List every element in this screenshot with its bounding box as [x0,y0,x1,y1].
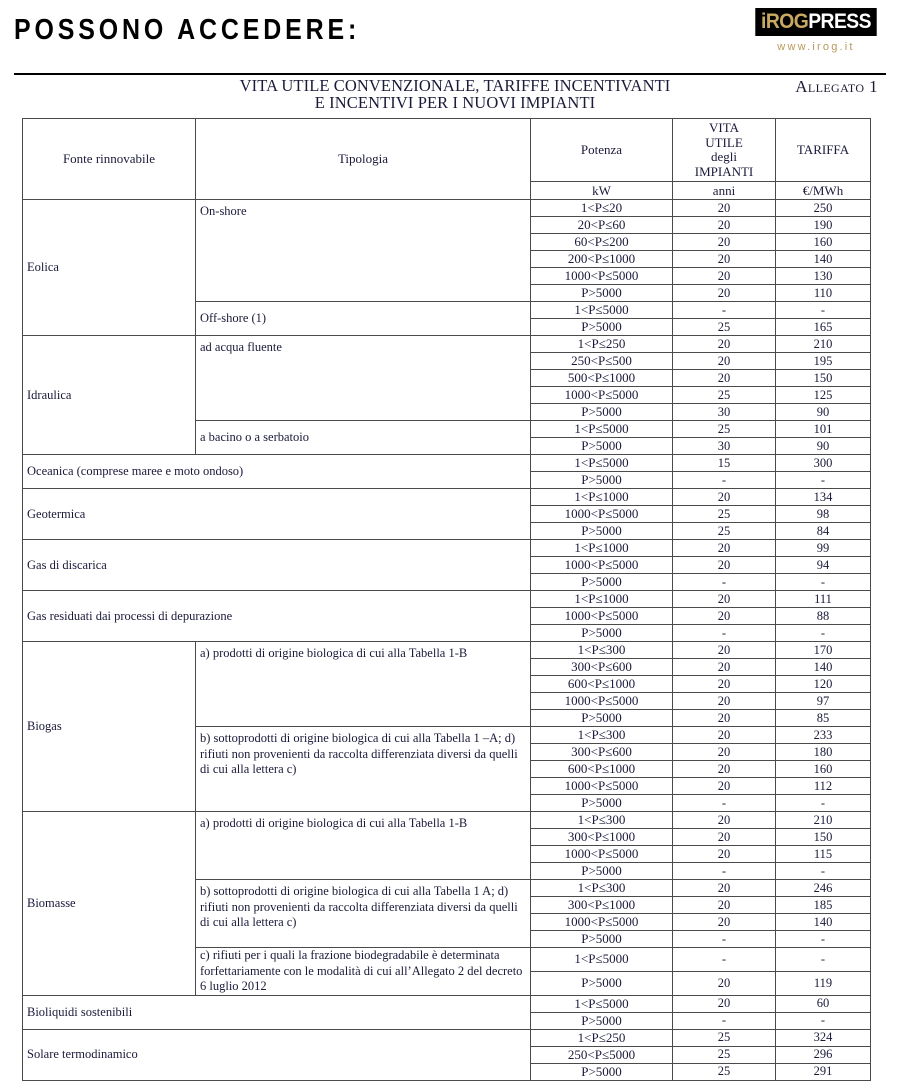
header-vita-line-2: UTILE [705,134,743,150]
cell-tariff: 134 [776,489,871,506]
header-tipologia: Tipologia [196,119,531,200]
tariff-table [22,118,871,1081]
cell-tariff: 246 [776,880,871,897]
cell-tariff: 60 [776,995,871,1012]
allegato-label: Allegato 1 [795,77,878,96]
cell-life: 20 [673,608,776,625]
table-row [23,642,871,659]
cell-power: 1000<P≤5000 [531,506,673,523]
cell-power: 1<P≤300 [531,642,673,659]
tariff-table-container [22,118,870,1081]
cell-tariff: 115 [776,846,871,863]
cell-tariff: 210 [776,812,871,829]
cell-life: 20 [673,971,776,995]
cell-power: 1<P≤1000 [531,591,673,608]
page-banner [0,0,900,73]
document-title [0,77,900,111]
cell-power: 300<P≤1000 [531,829,673,846]
cell-tariff: 160 [776,234,871,251]
cell-power: P>5000 [531,1063,673,1080]
cell-tariff: 300 [776,455,871,472]
cell-power: 1<P≤250 [531,336,673,353]
cell-tariff: 170 [776,642,871,659]
unit-anni: anni [673,182,776,200]
cell-tariff: 291 [776,1063,871,1080]
header-vita-line-1: VITA [708,120,739,135]
cell-power: 1000<P≤5000 [531,693,673,710]
cell-tariff: 88 [776,608,871,625]
cell-life: 15 [673,455,776,472]
cell-tariff: - [776,931,871,948]
cell-life: - [673,1012,776,1029]
cell-power: 600<P≤1000 [531,676,673,693]
cell-fonte-rinnovabile: Biomasse [23,812,196,996]
cell-tariff: 150 [776,370,871,387]
cell-life: 20 [673,268,776,285]
cell-tariff: 125 [776,387,871,404]
cell-power: 1<P≤5000 [531,455,673,472]
cell-tariff: 97 [776,693,871,710]
cell-tipologia: ad acqua fluente [196,336,531,421]
cell-tariff: 233 [776,727,871,744]
cell-power: P>5000 [531,438,673,455]
cell-tipologia: a) prodotti di origine biologica di cui alla Tabella 1-B [196,642,531,727]
cell-power: 1000<P≤5000 [531,557,673,574]
cell-life: 20 [673,336,776,353]
cell-power: 300<P≤600 [531,659,673,676]
cell-life: 20 [673,727,776,744]
cell-life: - [673,863,776,880]
cell-tariff: 85 [776,710,871,727]
cell-power: 500<P≤1000 [531,370,673,387]
cell-tariff: - [776,1012,871,1029]
cell-tariff: 140 [776,659,871,676]
cell-power: P>5000 [531,625,673,642]
cell-tipologia: a bacino o a serbatoio [196,421,531,455]
cell-life: 20 [673,370,776,387]
cell-tipologia: On-shore [196,200,531,302]
cell-tariff: 111 [776,591,871,608]
cell-life: 20 [673,880,776,897]
cell-life: - [673,795,776,812]
unit-kw: kW [531,182,673,200]
cell-life: - [673,948,776,972]
cell-life: 20 [673,744,776,761]
cell-life: 20 [673,591,776,608]
cell-tariff: - [776,625,871,642]
header-fonte-rinnovabile: Fonte rinnovabile [23,119,196,200]
table-row [23,1029,871,1046]
cell-life: 20 [673,353,776,370]
cell-tariff: 101 [776,421,871,438]
unit-eur-mwh: €/MWh [776,182,871,200]
cell-tariff: 140 [776,914,871,931]
cell-life: 20 [673,995,776,1012]
table-row [23,812,871,829]
cell-life: 20 [673,812,776,829]
logo-website-url: www.irog.it [777,41,855,53]
cell-tipologia: c) rifiuti per i quali la frazione biodegradabile è determinata forfettariamente con le modalità di cui all’Allegato 2 del decreto 6 luglio 2012 [196,948,531,996]
table-head [23,119,871,200]
cell-power: 1000<P≤5000 [531,608,673,625]
cell-life: 20 [673,778,776,795]
cell-fonte-rinnovabile: Eolica [23,200,196,336]
table-body [23,200,871,1081]
cell-tariff: 119 [776,971,871,995]
cell-life: - [673,472,776,489]
cell-power: 300<P≤600 [531,744,673,761]
cell-life: 25 [673,506,776,523]
cell-tariff: 130 [776,268,871,285]
cell-power: 600<P≤1000 [531,761,673,778]
cell-power: P>5000 [531,523,673,540]
cell-power: 1<P≤300 [531,880,673,897]
cell-tipologia: b) sottoprodotti di origine biologica di cui alla Tabella 1 –A; d) rifiuti non provenienti da raccolta differenziata diversi da quelli di cui alla lettera c) [196,727,531,812]
cell-life: 20 [673,540,776,557]
cell-tariff: 90 [776,438,871,455]
cell-tariff: 110 [776,285,871,302]
cell-tariff: 150 [776,829,871,846]
cell-life: 20 [673,761,776,778]
cell-power: P>5000 [531,1012,673,1029]
table-row [23,200,871,217]
cell-power: 250<P≤500 [531,353,673,370]
cell-tipologia: b) sottoprodotti di origine biologica di cui alla Tabella 1 A; d) rifiuti non provenienti da raccolta differenziata diversi da quelli di cui alla lettera c) [196,880,531,948]
logo-press-text: PRESS [808,10,871,33]
cell-power: P>5000 [531,795,673,812]
cell-tariff: 210 [776,336,871,353]
cell-life: 25 [673,523,776,540]
cell-fonte-rinnovabile: Biogas [23,642,196,812]
document-title-line-2: E INCENTIVI PER I NUOVI IMPIANTI [314,93,596,112]
cell-tariff: - [776,863,871,880]
cell-power: 1000<P≤5000 [531,778,673,795]
cell-life: 20 [673,557,776,574]
cell-tariff: 250 [776,200,871,217]
cell-power: 1000<P≤5000 [531,914,673,931]
cell-tipologia: Off-shore (1) [196,302,531,336]
cell-life: 20 [673,251,776,268]
logo-irog-text: iROG [761,10,809,33]
cell-power: 300<P≤1000 [531,897,673,914]
cell-power: P>5000 [531,971,673,995]
cell-power: P>5000 [531,404,673,421]
cell-fonte-rinnovabile: Idraulica [23,336,196,455]
cell-tariff: 165 [776,319,871,336]
cell-tariff: - [776,574,871,591]
header-divider [14,73,886,75]
cell-tariff: 120 [776,676,871,693]
table-row [23,455,871,472]
cell-tariff: - [776,302,871,319]
cell-tariff: 84 [776,523,871,540]
cell-life: 25 [673,1029,776,1046]
cell-life: 20 [673,846,776,863]
cell-fonte-rinnovabile: Geotermica [23,489,531,540]
cell-life: - [673,625,776,642]
cell-power: P>5000 [531,710,673,727]
cell-life: 25 [673,319,776,336]
cell-life: 20 [673,659,776,676]
cell-power: 1<P≤250 [531,1029,673,1046]
cell-power: 1<P≤5000 [531,421,673,438]
cell-tariff: 140 [776,251,871,268]
header-vita-line-4: IMPIANTI [694,163,754,179]
cell-life: 20 [673,710,776,727]
cell-power: 1000<P≤5000 [531,268,673,285]
irogpress-logo[interactable] [750,8,882,53]
header-tariffa: TARIFFA [776,119,871,182]
cell-power: P>5000 [531,285,673,302]
cell-power: P>5000 [531,319,673,336]
cell-tariff: 185 [776,897,871,914]
cell-tariff: - [776,795,871,812]
cell-life: - [673,302,776,319]
cell-tariff: 112 [776,778,871,795]
cell-life: - [673,574,776,591]
cell-life: 25 [673,421,776,438]
cell-power: P>5000 [531,863,673,880]
cell-tipologia: a) prodotti di origine biologica di cui alla Tabella 1-B [196,812,531,880]
cell-tariff: 296 [776,1046,871,1063]
cell-life: 20 [673,234,776,251]
table-row [23,995,871,1012]
cell-power: 1<P≤5000 [531,948,673,972]
cell-power: 1000<P≤5000 [531,387,673,404]
table-row [23,540,871,557]
cell-life: 25 [673,1046,776,1063]
cell-tariff: - [776,472,871,489]
cell-tariff: 98 [776,506,871,523]
cell-fonte-rinnovabile: Bioliquidi sostenibili [23,995,531,1029]
cell-life: 30 [673,438,776,455]
cell-life: 20 [673,897,776,914]
cell-power: 60<P≤200 [531,234,673,251]
cell-tariff: 180 [776,744,871,761]
cell-life: 30 [673,404,776,421]
cell-life: 20 [673,642,776,659]
cell-power: 1<P≤5000 [531,302,673,319]
cell-power: 1<P≤300 [531,727,673,744]
cell-power: P>5000 [531,472,673,489]
cell-fonte-rinnovabile: Gas di discarica [23,540,531,591]
cell-life: 20 [673,914,776,931]
cell-tariff: 94 [776,557,871,574]
cell-life: 20 [673,285,776,302]
table-row [23,489,871,506]
cell-fonte-rinnovabile: Oceanica (comprese maree e moto ondoso) [23,455,531,489]
page-title: POSSONO ACCEDERE: [14,14,361,46]
document-header [0,77,900,119]
cell-life: 20 [673,829,776,846]
cell-power: 1<P≤1000 [531,540,673,557]
cell-fonte-rinnovabile: Solare termodinamico [23,1029,531,1080]
cell-life: 20 [673,693,776,710]
cell-power: 1<P≤300 [531,812,673,829]
document-title-line-1: VITA UTILE CONVENZIONALE, TARIFFE INCENTIVANTI [239,76,671,95]
cell-life: 20 [673,489,776,506]
cell-tariff: 160 [776,761,871,778]
cell-tariff: 324 [776,1029,871,1046]
cell-tariff: - [776,948,871,972]
cell-power: 1<P≤20 [531,200,673,217]
cell-power: P>5000 [531,931,673,948]
cell-power: P>5000 [531,574,673,591]
cell-life: 25 [673,387,776,404]
cell-life: 20 [673,200,776,217]
cell-power: 1000<P≤5000 [531,846,673,863]
table-header-row [23,119,871,182]
header-potenza: Potenza [531,119,673,182]
table-row [23,591,871,608]
cell-tariff: 90 [776,404,871,421]
cell-power: 250<P≤5000 [531,1046,673,1063]
logo-wordmark [755,8,876,36]
header-vita-utile-impianti [673,119,776,182]
header-vita-line-3: degli [711,149,737,164]
cell-power: 1<P≤5000 [531,995,673,1012]
cell-tariff: 195 [776,353,871,370]
cell-life: 20 [673,676,776,693]
cell-life: 25 [673,1063,776,1080]
cell-tariff: 99 [776,540,871,557]
cell-power: 200<P≤1000 [531,251,673,268]
cell-life: 20 [673,217,776,234]
cell-fonte-rinnovabile: Gas residuati dai processi di depurazione [23,591,531,642]
cell-tariff: 190 [776,217,871,234]
table-row [23,336,871,353]
cell-life: - [673,931,776,948]
cell-power: 20<P≤60 [531,217,673,234]
cell-power: 1<P≤1000 [531,489,673,506]
